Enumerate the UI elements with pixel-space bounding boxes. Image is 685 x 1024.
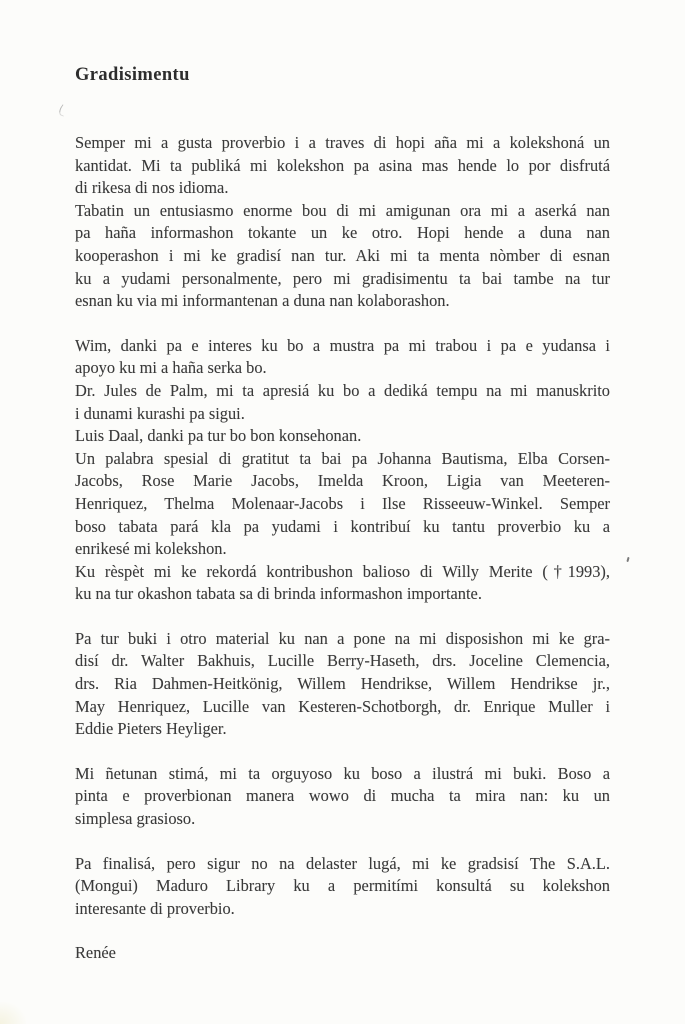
scan-artifact-tick: [626, 557, 629, 562]
text-line: Eddie Pieters Heyliger.: [75, 719, 227, 739]
text-line: pinta e proverbionan manera wowo di mucha ta mira nan: ku un: [75, 786, 610, 806]
body-text: [75, 132, 610, 920]
text-line: May Henriquez, Lucille van Kesteren-Schotborgh, dr. Enrique Muller i: [75, 696, 610, 716]
text-line: esnan ku via mi informantenan a duna nan kolaborashon.: [75, 291, 450, 311]
text-line: enrikesé mi kolekshon.: [75, 539, 227, 559]
text-line: Luis Daal, danki pa tur bo bon konsehonan.: [75, 426, 362, 446]
text-line: Semper mi a gusta proverbio i a traves di hopi aña mi a kolekshoná un: [75, 133, 610, 152]
text-line: interesante di proverbio.: [75, 898, 235, 918]
text-line: apoyo ku mi a haña serka bo.: [75, 358, 267, 378]
text-line: Pa tur buki i otro material ku nan a pone na mi disposishon mi ke gra-: [75, 628, 610, 648]
text-line: kantidat. Mi ta publiká mi kolekshon pa asina mas hende lo por disfrutá: [75, 155, 610, 175]
paragraph-block: [75, 853, 610, 921]
text-line: ku a yudami personalmente, pero mi gradisimentu ta bai tambe na tur: [75, 268, 610, 288]
text-line: (Mongui) Maduro Library ku a permitími konsultá su kolekshon: [75, 876, 610, 896]
text-line: pa haña informashon tokante un ke otro. Hopi hende a duna nan: [75, 223, 610, 243]
text-column: [75, 0, 610, 965]
text-line: kooperashon i mi ke gradisí nan tur. Aki mi ta menta nòmber di esnan: [75, 245, 610, 265]
text-line: Dr. Jules de Palm, mi ta apresiá ku bo a dediká tempu na mi manuskrito: [75, 380, 610, 400]
paragraph-block: [75, 132, 610, 313]
scan-artifact-squiggle: [56, 104, 70, 116]
paragraph-block: [75, 335, 610, 606]
paragraph-block: [75, 628, 610, 741]
page-title: Gradisimentu: [75, 65, 190, 85]
text-line: Pa finalisá, pero sigur no na delaster lugá, mi ke gradsisí The S.A.L.: [75, 853, 610, 873]
signature: Renée: [75, 943, 116, 963]
scan-artifact-corner-stain: [0, 1002, 26, 1024]
text-line: Un palabra spesial di gratitut ta bai pa Johanna Bautisma, Elba Corsen-: [75, 448, 610, 468]
text-line: Tabatin un entusiasmo enorme bou di mi amigunan ora mi a aserká nan: [75, 200, 610, 220]
text-line: Mi ñetunan stimá, mi ta orguyoso ku boso a ilustrá mi buki. Boso a: [75, 763, 610, 783]
text-line: simplesa grasioso.: [75, 809, 196, 829]
text-line: di rikesa di nos idioma.: [75, 178, 229, 198]
text-line: ku na tur okashon tabata sa di brinda informashon importante.: [75, 584, 482, 604]
text-line: Wim, danki pa e interes ku bo a mustra pa mi trabou i pa e yudansa i: [75, 335, 610, 355]
text-line: boso tabata pará kla pa yudami i kontribuí ku tantu proverbio ku a: [75, 516, 610, 536]
text-line: Henriquez, Thelma Molenaar-Jacobs i Ilse Risseeuw-Winkel. Semper: [75, 493, 610, 513]
text-line: drs. Ria Dahmen-Heitkönig, Willem Hendrikse, Willem Hendrikse jr.,: [75, 674, 610, 694]
text-line: i dunami kurashi pa sigui.: [75, 403, 245, 423]
text-line: disí dr. Walter Bakhuis, Lucille Berry-Haseth, drs. Joceline Clemencia,: [75, 651, 610, 671]
paragraph-block: [75, 763, 610, 831]
text-line: Jacobs, Rose Marie Jacobs, Imelda Kroon, Ligia van Meeteren-: [75, 471, 610, 491]
text-line: Ku rèspèt mi ke rekordá kontribushon balioso di Willy Merite (†1993),: [75, 561, 610, 581]
